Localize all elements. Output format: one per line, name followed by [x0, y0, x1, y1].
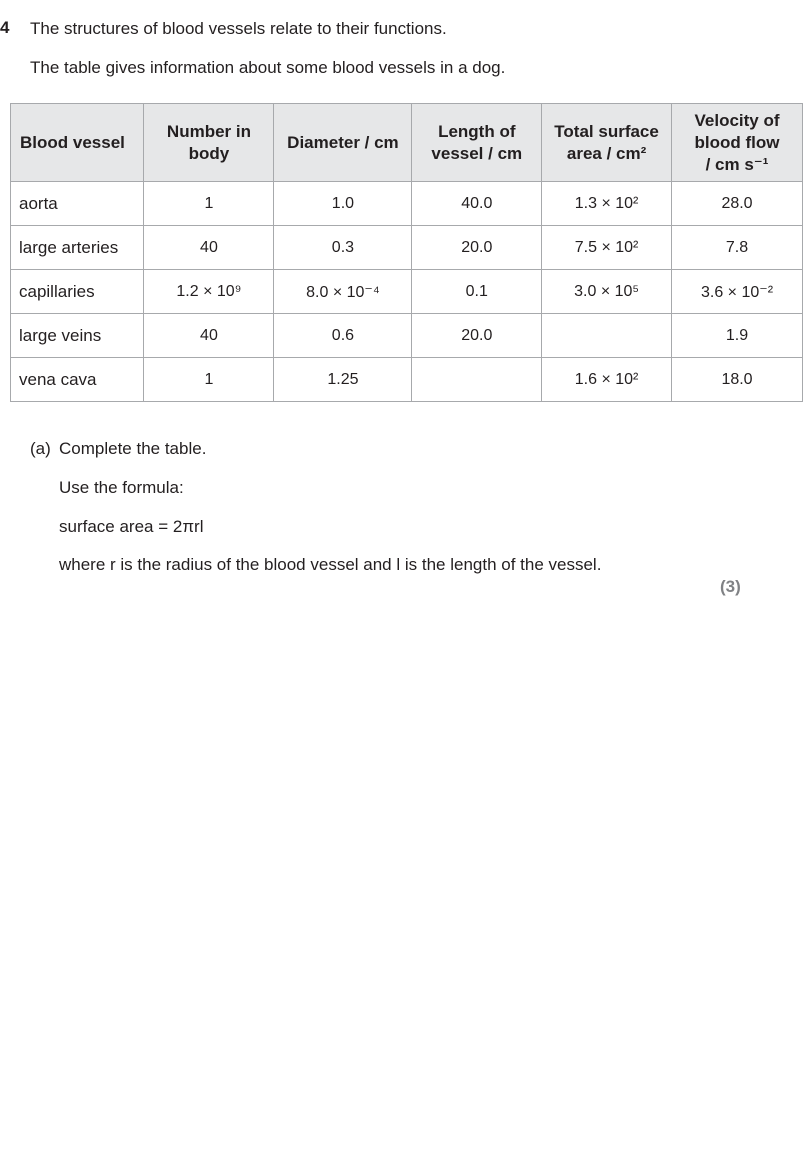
header-surface-area: Total surface area / cm²	[542, 104, 672, 182]
header-number-in-body: Number in body	[144, 104, 274, 182]
cell-length: 20.0	[412, 314, 542, 358]
cell-diameter: 8.0 × 10⁻⁴	[274, 270, 412, 314]
cell-length: 40.0	[412, 182, 542, 226]
cell-number: 1	[144, 182, 274, 226]
question-intro: The structures of blood vessels relate to their functions.	[30, 19, 447, 38]
cell-velocity: 3.6 × 10⁻²	[672, 270, 803, 314]
formula-explanation: where r is the radius of the blood vessel and l is the length of the vessel.	[59, 555, 602, 574]
cell-diameter: 0.6	[274, 314, 412, 358]
cell-diameter: 1.0	[274, 182, 412, 226]
cell-velocity: 7.8	[672, 226, 803, 270]
table-intro: The table gives information about some blood vessels in a dog.	[30, 58, 506, 77]
cell-diameter: 1.25	[274, 358, 412, 402]
cell-surface-area: 3.0 × 10⁵	[542, 270, 672, 314]
header-velocity: Velocity of blood flow / cm s⁻¹	[672, 104, 803, 182]
cell-velocity: 28.0	[672, 182, 803, 226]
marks-indicator: (3)	[720, 577, 741, 596]
table-row	[11, 226, 803, 270]
cell-surface-area: 1.6 × 10²	[542, 358, 672, 402]
table-row	[11, 270, 803, 314]
cell-vessel-name: large arteries	[11, 226, 144, 270]
cell-velocity: 1.9	[672, 314, 803, 358]
cell-number: 40	[144, 226, 274, 270]
cell-length-blank[interactable]	[412, 358, 542, 402]
cell-number: 40	[144, 314, 274, 358]
cell-surface-area-blank[interactable]	[542, 314, 672, 358]
cell-velocity: 18.0	[672, 358, 803, 402]
header-diameter: Diameter / cm	[274, 104, 412, 182]
formula: surface area = 2πrl	[59, 517, 204, 536]
cell-length: 0.1	[412, 270, 542, 314]
cell-number: 1	[144, 358, 274, 402]
cell-vessel-name: large veins	[11, 314, 144, 358]
cell-vessel-name: capillaries	[11, 270, 144, 314]
cell-diameter: 0.3	[274, 226, 412, 270]
header-length: Length of vessel / cm	[412, 104, 542, 182]
cell-number: 1.2 × 10⁹	[144, 270, 274, 314]
cell-vessel-name: aorta	[11, 182, 144, 226]
table-row	[11, 314, 803, 358]
cell-length: 20.0	[412, 226, 542, 270]
question-number: 4	[0, 18, 10, 37]
table-row	[11, 358, 803, 402]
cell-surface-area: 7.5 × 10²	[542, 226, 672, 270]
cell-vessel-name: vena cava	[11, 358, 144, 402]
table-row	[11, 182, 803, 226]
header-blood-vessel: Blood vessel	[11, 104, 144, 182]
formula-intro: Use the formula:	[59, 478, 184, 497]
blood-vessel-table	[10, 103, 803, 402]
cell-surface-area: 1.3 × 10²	[542, 182, 672, 226]
table-header-row	[11, 104, 803, 182]
part-a-label: (a)	[30, 439, 51, 458]
part-a-instruction: Complete the table.	[59, 439, 207, 458]
